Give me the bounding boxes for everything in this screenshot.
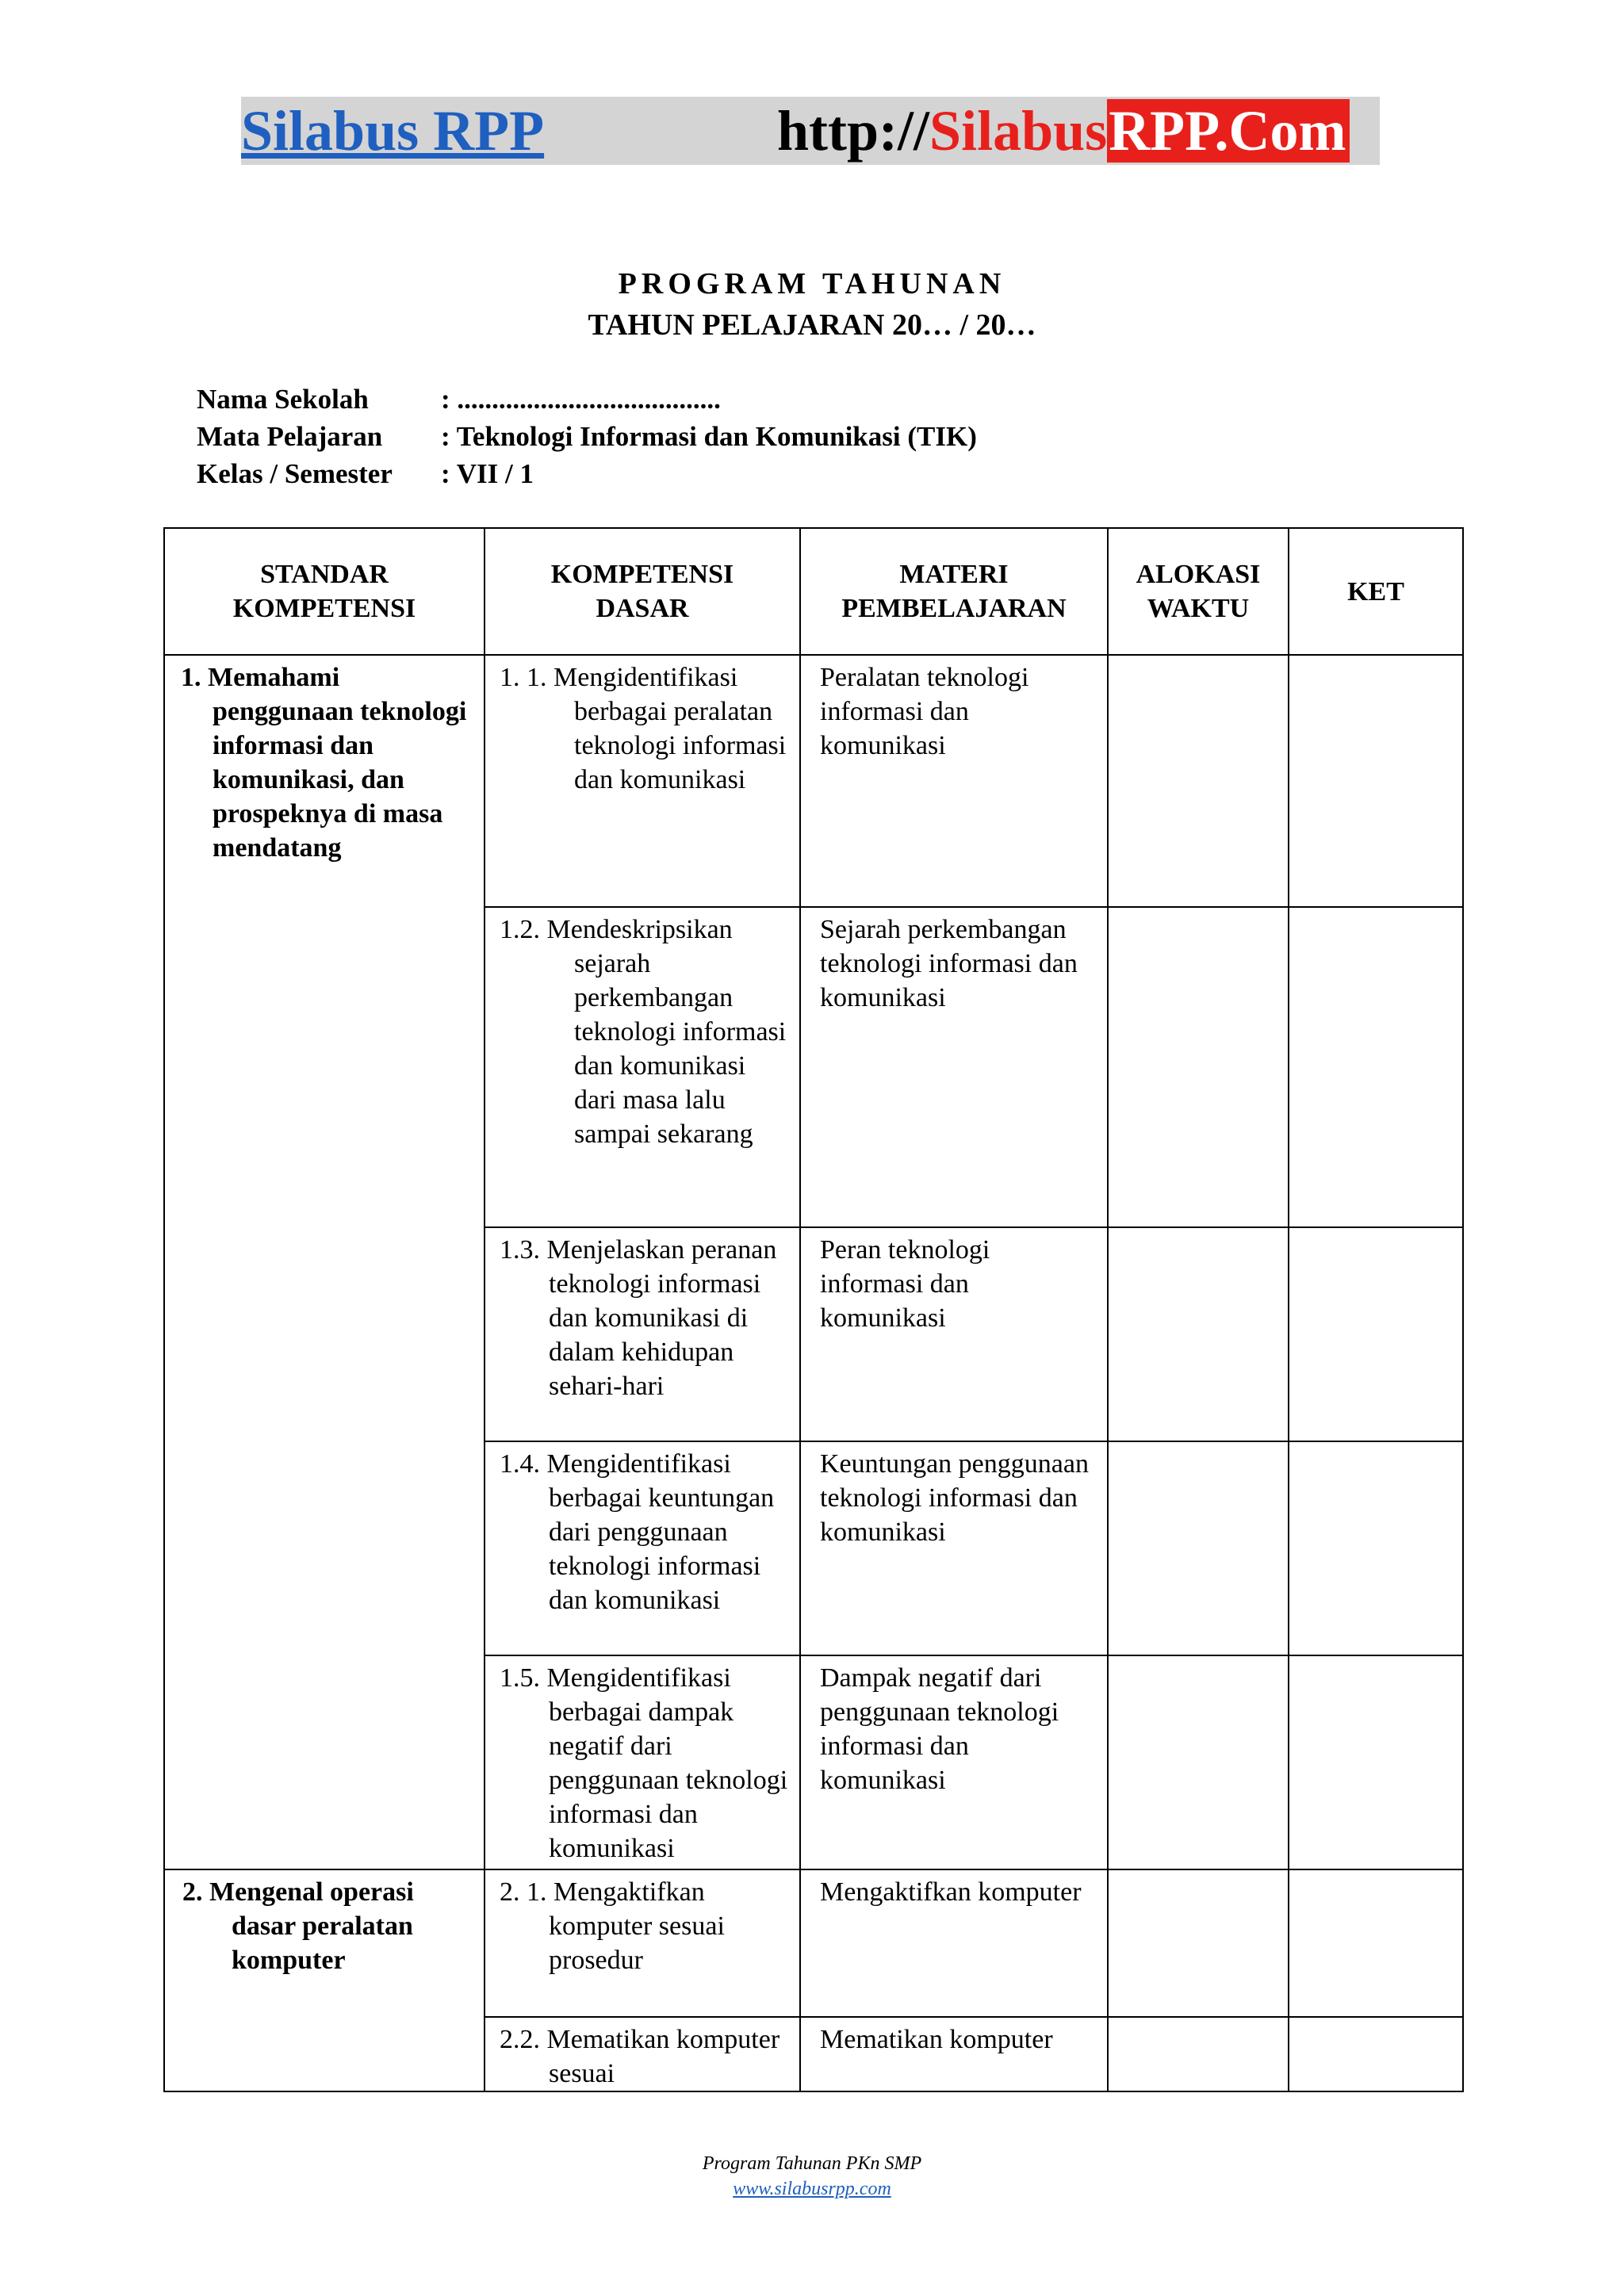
standar-kompetensi-cell: 2. Mengenal operasi dasar peralatan komputer (164, 1869, 485, 2091)
standar-kompetensi-cell: 1. Memahami penggunaan teknologi informasi dan komunikasi, dan prospeknya di masa mendatang (164, 655, 485, 1869)
info-label: Kelas / Semester (197, 458, 393, 489)
kompetensi-dasar-cell: 1.2. Mendeskripsikan sejarah perkembangan teknologi informasi dan komunikasi dari masa lalu sampai sekarang (485, 907, 800, 1227)
materi-cell: Dampak negatif dari penggunaan teknologi informasi dan komunikasi (800, 1655, 1108, 1869)
url-suffix: RPP.Com (1107, 99, 1349, 163)
site-url[interactable] (777, 97, 1350, 165)
materi-cell: Sejarah perkembangan teknologi informasi dan komunikasi (800, 907, 1108, 1227)
info-label: Nama Sekolah (197, 384, 369, 415)
ket-cell (1289, 1655, 1463, 1869)
footer-caption: Program Tahunan PKn SMP (702, 2153, 922, 2174)
alokasi-waktu-cell (1108, 2017, 1289, 2091)
header-standar-kompetensi: STANDAR KOMPETENSI (164, 528, 485, 655)
url-prefix: http:// (777, 99, 930, 163)
ket-cell (1289, 1869, 1463, 2017)
kompetensi-dasar-cell: 1.3. Menjelaskan peranan teknologi informasi dan komunikasi di dalam kehidupan sehari-hari (485, 1227, 800, 1441)
kompetensi-dasar-cell: 2. 1. Mengaktifkan komputer sesuai prosedur (485, 1869, 800, 2017)
info-label: Mata Pelajaran (197, 421, 383, 452)
kompetensi-dasar-cell: 1.4. Mengidentifikasi berbagai keuntungan dari penggunaan teknologi informasi dan komunikasi (485, 1441, 800, 1655)
materi-cell: Mengaktifkan komputer (800, 1869, 1108, 2017)
document-subtitle: TAHUN PELAJARAN 20… / 20… (588, 308, 1036, 342)
ket-cell (1289, 2017, 1463, 2091)
info-value: : Teknologi Informasi dan Komunikasi (TIK) (441, 421, 977, 452)
materi-cell: Peran teknologi informasi dan komunikasi (800, 1227, 1108, 1441)
materi-cell: Mematikan komputer (800, 2017, 1108, 2091)
header-ket: KET (1289, 528, 1463, 655)
document-title: PROGRAM TAHUNAN (618, 267, 1006, 300)
info-value: : VII / 1 (441, 458, 534, 489)
materi-cell: Keuntungan penggunaan teknologi informasi dan komunikasi (800, 1441, 1108, 1655)
alokasi-waktu-cell (1108, 655, 1289, 907)
ket-cell (1289, 1227, 1463, 1441)
header-alokasi-waktu: ALOKASI WAKTU (1108, 528, 1289, 655)
ket-cell (1289, 907, 1463, 1227)
kompetensi-dasar-cell: 2.2. Mematikan komputer sesuai (485, 2017, 800, 2091)
alokasi-waktu-cell (1108, 907, 1289, 1227)
table-row (164, 1869, 1463, 2017)
alokasi-waktu-cell (1108, 1441, 1289, 1655)
kompetensi-dasar-cell: 1.5. Mengidentifikasi berbagai dampak negatif dari penggunaan teknologi informasi dan komunikasi (485, 1655, 800, 1869)
alokasi-waktu-cell (1108, 1869, 1289, 2017)
program-table (163, 527, 1464, 2092)
ket-cell (1289, 1441, 1463, 1655)
kompetensi-dasar-cell: 1. 1. Mengidentifikasi berbagai peralatan teknologi informasi dan komunikasi (485, 655, 800, 907)
header-banner (241, 97, 1380, 165)
ket-cell (1289, 655, 1463, 907)
silabus-rpp-link[interactable]: Silabus RPP (241, 99, 545, 163)
table-row (164, 655, 1463, 907)
url-brand: Silabus (929, 99, 1108, 163)
info-value: : ...................................... (441, 384, 721, 415)
header-materi-pembelajaran: MATERI PEMBELAJARAN (800, 528, 1108, 655)
table-header-row (164, 528, 1463, 655)
alokasi-waktu-cell (1108, 1655, 1289, 1869)
alokasi-waktu-cell (1108, 1227, 1289, 1441)
header-kompetensi-dasar: KOMPETENSI DASAR (485, 528, 800, 655)
footer-link[interactable]: www.silabusrpp.com (733, 2179, 891, 2199)
materi-cell: Peralatan teknologi informasi dan komunikasi (800, 655, 1108, 907)
